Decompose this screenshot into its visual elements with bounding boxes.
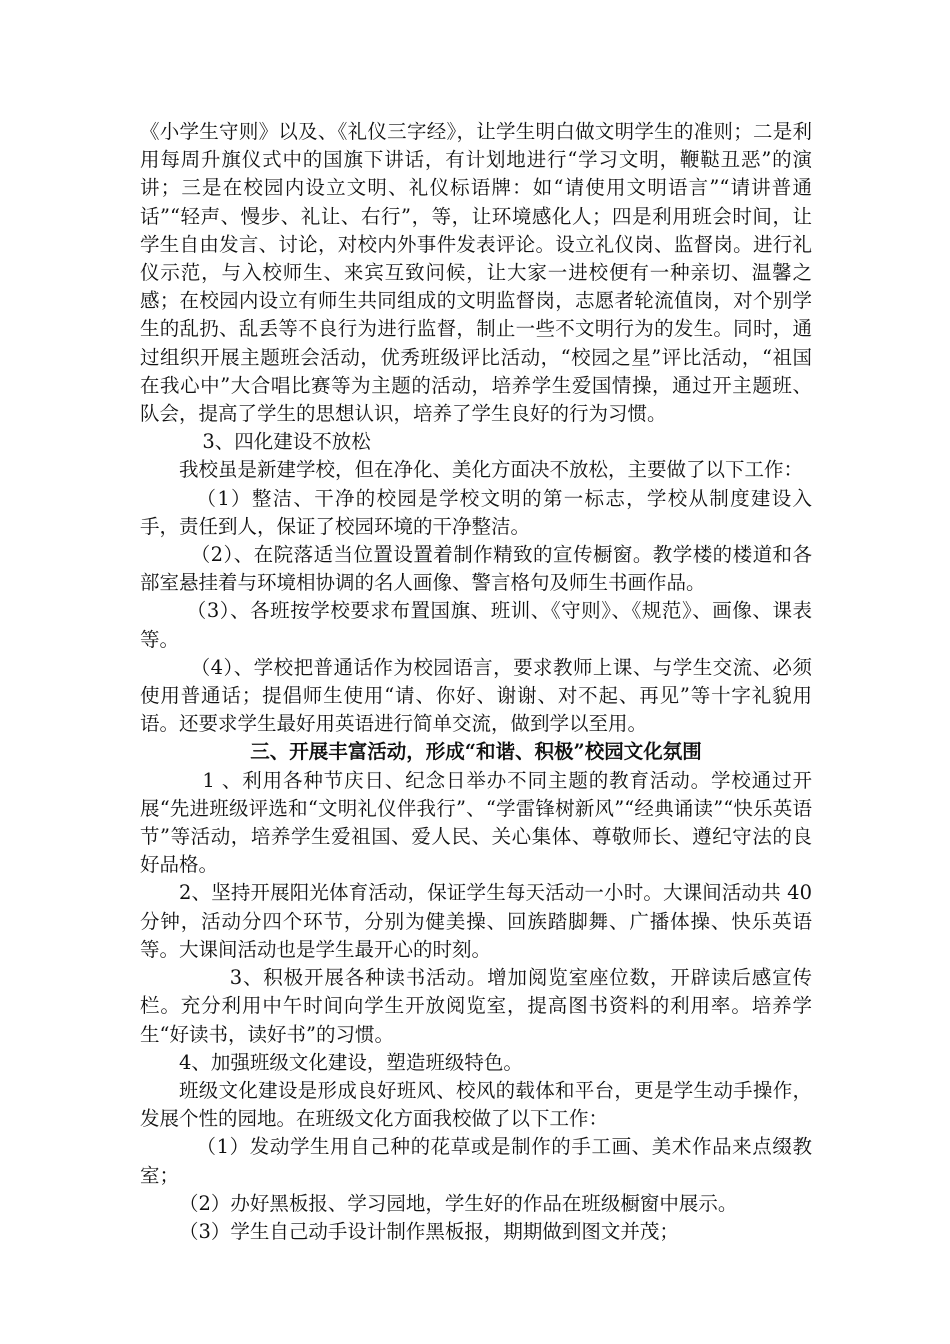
body-paragraph: 《小学生守则》以及、《礼仪三字经》，让学生明白做文明学生的准则；二是利用每周升旗仪式中的国旗下讲话，有计划地进行“学习文明，鞭鞑丑恶”的演讲；三是在校园内设立文明、礼仪标语牌：如“请使用文明语言”“请讲普通话”“轻声、慢步、礼让、右行”，等，让环境感化人；四是利用班会时间，让学生自由发言、讨论，对校内外事件发表评论。设立礼仪岗、监督岗。进行礼仪示范，与入校师生、来宾互致问候，让大家一进校便有一种亲切、温馨之感；在校园内设立有师生共同组成的文明监督岗，志愿者轮流值岗，对个别学生的乱扔、乱丢等不良行为进行监督，制止一些不文明行为的发生。同时，通过组织开展主题班会活动，优秀班级评比活动，“校园之星”评比活动，“祖国在我心中”大合唱比赛等为主题的活动，培养学生爱国情操，通过开主题班、队会，提高了学生的思想认识，培养了学生良好的行为习惯。	[140, 120, 812, 426]
body-paragraph: 2、坚持开展阳光体育活动，保证学生每天活动一小时。大课间活动共 40 分钟，活动分四个环节，分别为健美操、回族踏脚舞、广播体操、快乐英语等。大课间活动也是学生最开心的时刻。	[140, 881, 812, 961]
body-paragraph: 3、积极开展各种读书活动。增加阅览室座位数，开辟读后感宣传栏。充分利用中午时间向学生开放阅览室，提高图书资料的利用率。培养学生“好读书，读好书”的习惯。	[140, 966, 812, 1046]
document-page	[140, 118, 812, 1246]
section-subheading: 3、四化建设不放松	[202, 430, 371, 454]
section-subheading: 4、加强班级文化建设，塑造班级特色。	[179, 1050, 523, 1074]
list-item: （3）、各班按学校要求布置国旗、班训、《守则》、《规范》、画像、课表等。	[140, 599, 812, 651]
list-item: （3）学生自己动手设计制作黑板报，期期做到图文并茂；	[179, 1219, 679, 1243]
body-paragraph: 我校虽是新建学校，但在净化、美化方面决不放松，主要做了以下工作：	[179, 458, 804, 482]
section-heading: 三、开展丰富活动，形成“和谐、积极”校园文化氛围	[250, 740, 702, 764]
body-paragraph: 班级文化建设是形成良好班风、校风的载体和平台，更是学生动手操作，发展个性的园地。在班级文化方面我校做了以下工作：	[140, 1078, 812, 1131]
list-item: （2）、在院落适当位置设置着制作精致的宣传橱窗。教学楼的楼道和各部室悬挂着与环境相协调的名人画像、警言格句及师生书画作品。	[140, 543, 812, 595]
list-item: （1）整洁、干净的校园是学校文明的第一标志，学校从制度建设入手，责任到人，保证了校园环境的干净整洁。	[140, 486, 812, 538]
list-item: （4）、学校把普通话作为校园语言，要求教师上课、与学生交流、必须使用普通话；提倡师生使用“请、你好、谢谢、对不起、再见”等十字礼貌用语。还要求学生最好用英语进行简单交流，做到学以至用。	[140, 655, 812, 736]
body-paragraph: 1 、利用各种节庆日、纪念日举办不同主题的教育活动。学校通过开展“先进班级评选和“文明礼仪伴我行”、“学雷锋树新风”“经典诵读”“快乐英语节”等活动，培养学生爱祖国、爱人民、关心集体、尊敬师长、遵纪守法的良好品格。	[140, 768, 812, 877]
list-item: （1）发动学生用自己种的花草或是制作的手工画、美术作品来点缀教室；	[140, 1135, 812, 1187]
list-item: （2）办好黑板报、学习园地，学生好的作品在班级橱窗中展示。	[179, 1191, 738, 1215]
